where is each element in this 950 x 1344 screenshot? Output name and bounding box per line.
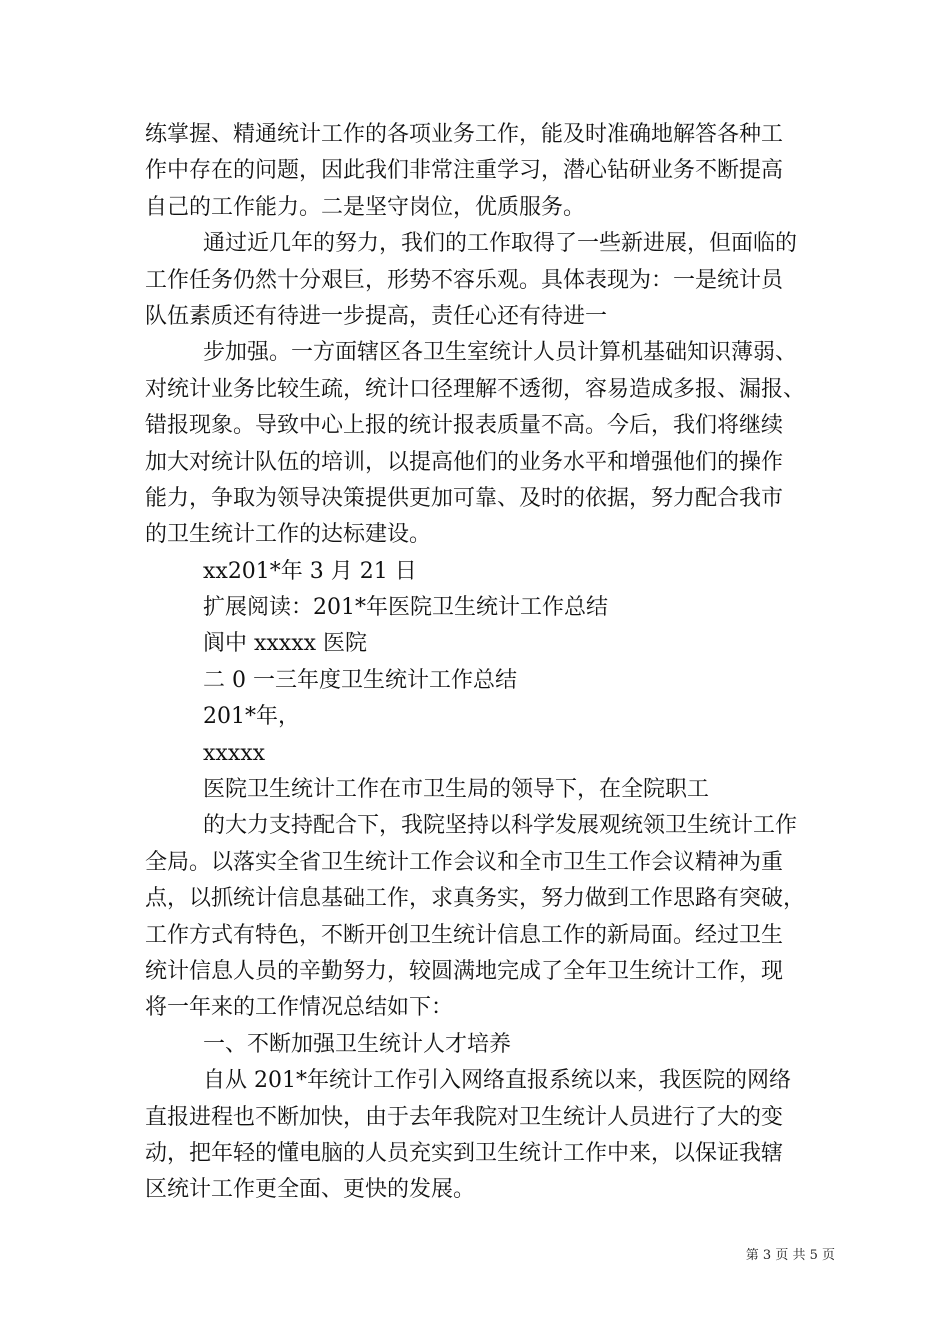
text-line: xx201*年 3 月 21 日 xyxy=(203,558,417,584)
text-line: 全局。以落实全省卫生统计工作会议和全市卫生工作会议精神为重 xyxy=(145,849,784,875)
text-line: 工作任务仍然十分艰巨，形势不容乐观。具体表现为：一是统计员 xyxy=(145,267,784,293)
text-line: 能力，争取为领导决策提供更加可靠、及时的依据，努力配合我市 xyxy=(145,485,784,511)
text-line: 的大力支持配合下，我院坚持以科学发展观统领卫生统计工作 xyxy=(203,813,798,839)
text-line: 工作方式有特色，不断开创卫生统计信息工作的新局面。经过卫生 xyxy=(145,922,784,948)
text-line: 的卫生统计工作的达标建设。 xyxy=(145,522,432,548)
text-line: 一、不断加强卫生统计人才培养 xyxy=(203,1031,512,1057)
document-body xyxy=(145,117,835,1209)
text-line: 201*年， xyxy=(203,704,300,730)
text-line: 步加强。一方面辖区各卫生室统计人员计算机基础知识薄弱、 xyxy=(203,340,798,366)
text-line: 区统计工作更全面、更快的发展。 xyxy=(145,1177,476,1203)
text-line: 错报现象。导致中心上报的统计报表质量不高。今后，我们将继续 xyxy=(145,413,784,439)
text-line: 二 0 一三年度卫生统计工作总结 xyxy=(203,667,517,693)
text-line: 扩展阅读：201*年医院卫生统计工作总结 xyxy=(203,595,608,621)
text-line: 直报进程也不断加快，由于去年我院对卫生统计人员进行了大的变 xyxy=(145,1104,784,1130)
text-line: 队伍素质还有待进一步提高，责任心还有待进一 xyxy=(145,303,608,329)
text-line: 阆中 xxxxx 医院 xyxy=(203,631,368,657)
text-line: 练掌握、精通统计工作的各项业务工作，能及时准确地解答各种工 xyxy=(145,122,784,147)
text-line: 统计信息人员的辛勤努力，较圆满地完成了全年卫生统计工作，现 xyxy=(145,958,784,984)
text-line: 将一年来的工作情况总结如下： xyxy=(145,995,454,1021)
text-line: 点，以抓统计信息基础工作，求真务实，努力做到工作思路有突破， xyxy=(145,886,806,912)
text-line: 作中存在的问题，因此我们非常注重学习，潜心钻研业务不断提高 xyxy=(145,158,784,184)
text-line: 对统计业务比较生疏，统计口径理解不透彻，容易造成多报、漏报、 xyxy=(145,376,806,402)
text-line: xxxxx xyxy=(203,740,266,766)
text-line: 通过近几年的努力，我们的工作取得了一些新进展，但面临的 xyxy=(203,231,798,257)
text-line: 加大对统计队伍的培训，以提高他们的业务水平和增强他们的操作 xyxy=(145,449,784,475)
text-line: 动，把年轻的懂电脑的人员充实到卫生统计工作中来，以保证我辖 xyxy=(145,1140,784,1166)
text-line: 自己的工作能力。二是坚守岗位，优质服务。 xyxy=(145,194,586,220)
page-number: 第 3 页 共 5 页 xyxy=(745,1248,835,1263)
text-line: 自从 201*年统计工作引入网络直报系统以来，我医院的网络 xyxy=(203,1068,791,1094)
text-line: 医院卫生统计工作在市卫生局的领导下，在全院职工 xyxy=(203,777,710,803)
